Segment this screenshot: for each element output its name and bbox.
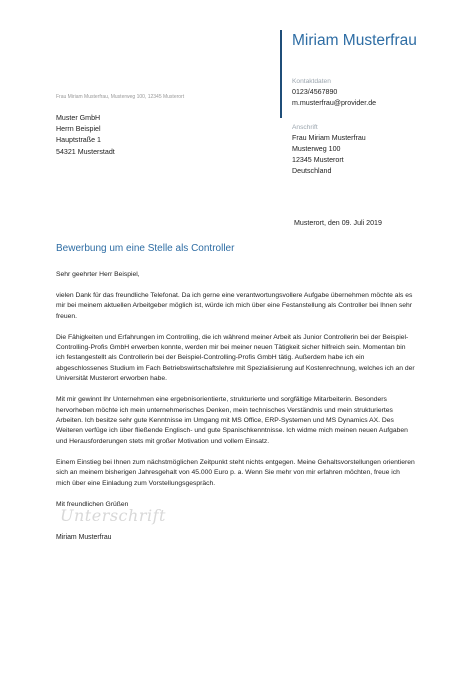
applicant-name: Miriam Musterfrau xyxy=(292,32,417,49)
salutation: Sehr geehrter Herr Beispiel, xyxy=(56,271,140,278)
signer-name: Miriam Musterfrau xyxy=(56,534,112,541)
recipient-line: Herrn Beispiel xyxy=(56,125,101,134)
header-accent-bar xyxy=(280,30,282,118)
body-paragraph: Einem Einstieg bei Ihnen zum nächstmöglichen Zeitpunkt steht nichts entgegen. Meine Gehaltsvorstellungen orientieren sich an meinem bisherigen Jahresgehalt von 45.000 Euro p. a. Wenn Sie mehr von mir erfahren möchten, freue ich mich über eine Einladung zum Vorstellungsgespräch. xyxy=(56,458,415,487)
body-paragraph: Die Fähigkeiten und Erfahrungen im Controlling, die ich während meiner Arbeit als Junior Controllerin bei der Beispiel-Controlling-Profis GmbH erwerben konnte, werden mir bei meiner neuen Tätigkeit sicher hilfreich sein. Momentan bin ich festangestellt als Controllerin bei der Beispiel-Controlling-Profis GmbH tätig. Außerdem habe ich ein abgeschlossenes Studium im Fach Betriebswirtschaftslehre mit Spezialisierung auf Kostenrechnung, welches ich an der Universität Musterort erworben habe. xyxy=(56,333,415,383)
body-paragraph: Mit mir gewinnt Ihr Unternehmen eine ergebnisorientierte, strukturierte und sorgfältige Mitarbeiterin. Besonders hervorheben möchte ich mein unternehmerisches Denken, mein technisches Verständnis und mein strukturiertes Arbeiten. Ich besitze sehr gute Kenntnisse im Umgang mit MS Office, ERP-Systemen und MS Dynamics AX. Des Weiteren verfüge ich über fließende Englisch- und gute Spanischkenntnisse. Ich widme mich meinen neuen Aufgaben und Herausforderungen stets mit großer Motivation und vollem Einsatz. xyxy=(56,396,408,445)
recipient-line: Muster GmbH xyxy=(56,114,101,122)
letter-subject: Bewerbung um eine Stelle als Controller xyxy=(56,243,235,254)
address-line: Deutschland xyxy=(292,167,332,175)
contact-email: m.musterfrau@provider.de xyxy=(292,99,377,107)
address-line: Frau Miriam Musterfrau xyxy=(292,134,366,142)
address-line: Musterweg 100 xyxy=(292,145,341,153)
recipient-line: Hauptstraße 1 xyxy=(56,136,101,145)
letter-body xyxy=(56,270,416,521)
closing: Mit freundlichen Grüßen xyxy=(56,500,129,508)
recipient-line: 54321 Musterstadt xyxy=(56,147,115,156)
sender-return-line: Frau Miriam Musterfrau, Musterweg 100, 12345 Musterort xyxy=(56,94,185,100)
address-label: Anschrift xyxy=(292,124,318,131)
contact-label: Kontaktdaten xyxy=(292,78,331,85)
signature-image: Unterschrift xyxy=(60,506,166,525)
address-line: 12345 Musterort xyxy=(292,156,344,164)
recipient-block xyxy=(56,113,115,158)
contact-phone: 0123/4567890 xyxy=(292,88,338,96)
body-paragraph: vielen Dank für das freundliche Telefonat. Da ich gerne eine verantwortungsvollere Aufgabe übernehmen möchte als es mir bei meinem aktuellen Arbeitgeber möglich ist, würde ich mich über eine Festanstellung als Controller bei Ihnen sehr freuen. xyxy=(56,291,413,320)
letter-date: Musterort, den 09. Juli 2019 xyxy=(294,219,382,227)
